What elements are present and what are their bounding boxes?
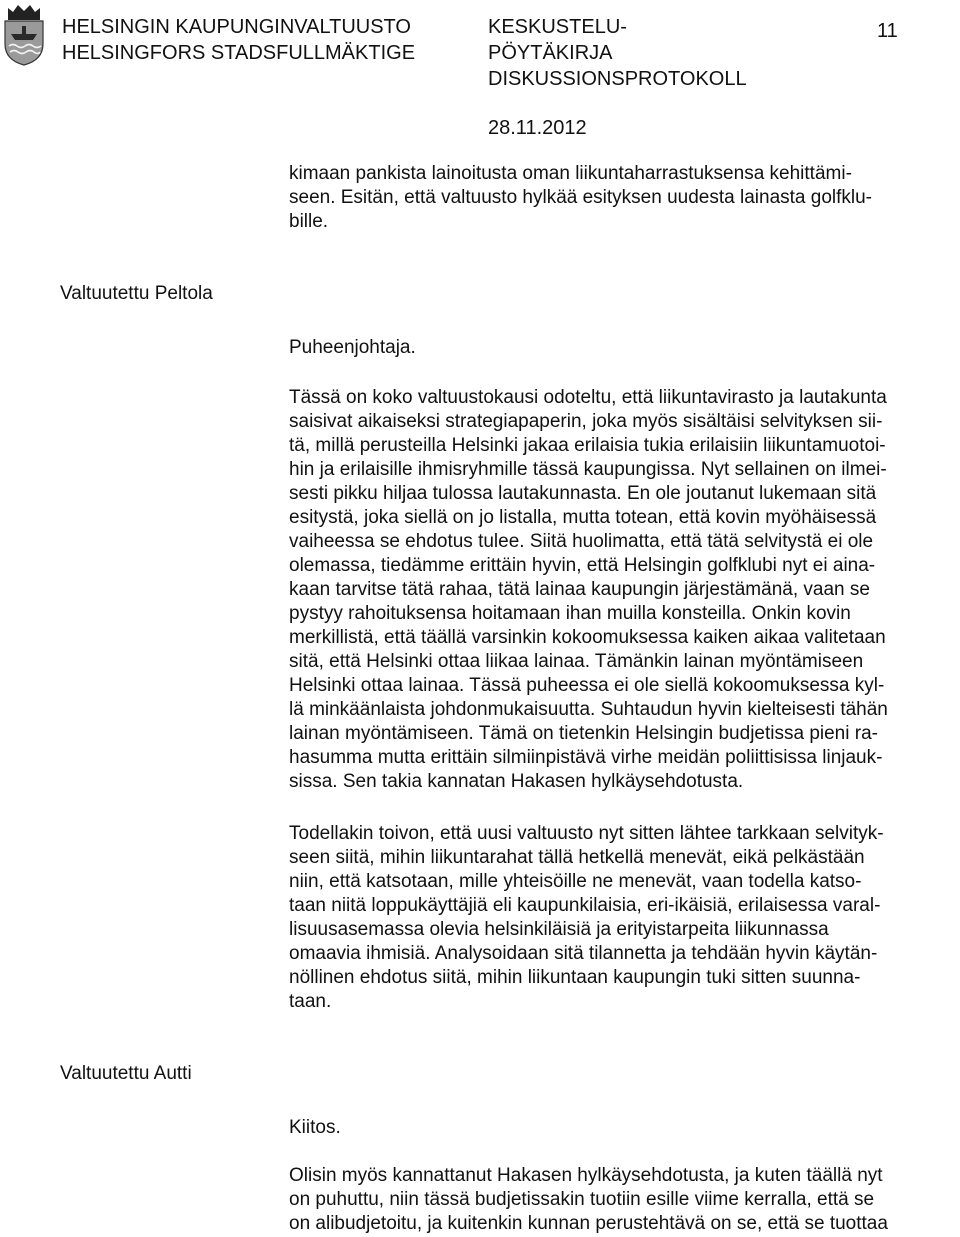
document-type-line-1: KESKUSTELU- bbox=[488, 16, 627, 38]
paragraph: Kiitos. bbox=[289, 1117, 341, 1138]
speech-opening bbox=[289, 1116, 957, 1140]
paragraph: Todellakin toivon, että uusi valtuusto nyt sitten lähtee tarkkaan selvityk- seen siitä, mihin liikuntarahat tällä hetkellä menevät, eikä pelkästään niin, että katsotaan, mille yhteisöille ne menevät, vaan todella katso- taan niitä loppukäyttäjiä eli kaupunkilaisia, eri-ikäisiä, erilaisessa varal- lisuusasemassa olevia helsinkiläisiä ja erityistarpeita liikunnassa omaavia ihmisiä. Analysoidaan sitä tilannetta ja tehdään hyvin käytän- nöllinen ehdotus siitä, mihin liikuntaan kaupungin tuki sitten suunna- taan. bbox=[289, 823, 884, 1012]
helsinki-coat-of-arms-icon bbox=[2, 2, 46, 66]
council-name-sv: HELSINGFORS STADSFULLMÄKTIGE bbox=[62, 42, 416, 64]
speech-paragraph bbox=[289, 386, 957, 794]
speech-paragraph bbox=[289, 822, 957, 1014]
speech-opening bbox=[289, 336, 957, 360]
paragraph: Olisin myös kannattanut Hakasen hylkäysehdotusta, ja kuten täällä nyt on puhuttu, niin tässä budjetissakin tuotiin esille viime kerralla, että se on alibudjetoitu, ja kuitenkin kunnan perustehtävä on se, että se tuottaa bbox=[289, 1165, 888, 1234]
page-number: 11 bbox=[877, 20, 898, 42]
speaker-name: Valtuutettu Peltola bbox=[60, 283, 213, 304]
council-name-fi: HELSINGIN KAUPUNGINVALTUUSTO bbox=[62, 16, 411, 38]
council-name bbox=[62, 14, 415, 66]
speech-paragraph bbox=[289, 1164, 957, 1236]
meeting-date: 28.11.2012 bbox=[488, 117, 587, 139]
document-type bbox=[488, 14, 747, 92]
speech-continuation bbox=[289, 162, 957, 234]
document-type-line-2: PÖYTÄKIRJA bbox=[488, 42, 613, 64]
paragraph: Tässä on koko valtuustokausi odoteltu, että liikuntavirasto ja lautakunta saisivat aikaiseksi strategiapaperin, joka myös sisältäisi selvityksen sii- tä, millä perusteilla Helsinki jakaa erilaisia tukia erilaisiin liikuntamuotoi- hin ja erilaisille ihmisryhmille tässä kaupungissa. Nyt sellainen on ilmei- sesti pikku hiljaa tulossa lautakunnasta. En ole joutanut lukemaan sitä esitystä, joka siellä on jo listalla, mutta totean, että kovin myöhäisessä vaiheessa se ehdotus tulee. Siitä huolimatta, että tätä selvitystä ei ole olemassa, tiedämme erittäin hyvin, että Helsingin golfklubi nyt ei aina- kaan tarvitse tätä rahaa, tätä lainaa kaupungin järjestämänä, vaan se pystyy rahoituksensa hoitamaan ihan muilla konsteilla. Onkin kovin merkillistä, että täällä varsinkin kokoomuksessa kaiken aikaa valitetaan sitä, että Helsinki ottaa liikaa lainaa. Tämänkin lainan myöntämiseen Helsinki ottaa lainaa. Tässä puheessa ei ole siellä kokoomuksessa kyl- lä minkäänlaista johdonmukaisuutta. Suhtaudun hyvin kielteisesti tähän lainan myöntämiseen. Tämä on tietenkin Helsingin budjetissa pieni ra- hasumma mutta erittäin silmiinpistävä virhe meidän poliittisissa linjauk- sissa. Sen takia kannatan Hakasen hylkäysehdotusta. bbox=[289, 387, 888, 792]
document-type-line-3: DISKUSSIONSPROTOKOLL bbox=[488, 68, 747, 90]
paragraph: Puheenjohtaja. bbox=[289, 337, 416, 358]
speaker-name: Valtuutettu Autti bbox=[60, 1063, 192, 1084]
paragraph: kimaan pankista lainoitusta oman liikuntaharrastuksensa kehittämi- seen. Esitän, että valtuusto hylkää esityksen uudesta lainasta golfklu- bille. bbox=[289, 163, 873, 232]
